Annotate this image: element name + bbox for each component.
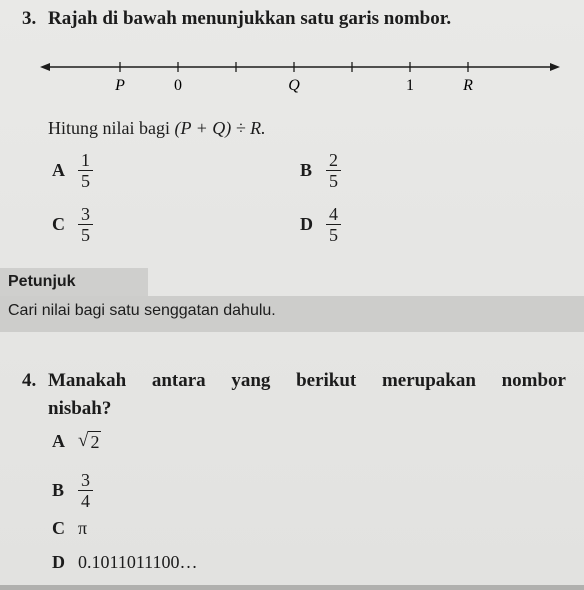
option-fraction bbox=[78, 470, 93, 511]
label-one: 1 bbox=[406, 77, 414, 94]
option-fraction bbox=[78, 204, 93, 245]
option-letter: C bbox=[52, 214, 65, 234]
option-fraction bbox=[326, 150, 341, 191]
numerator: 3 bbox=[81, 470, 90, 490]
denominator: 5 bbox=[326, 170, 341, 191]
option-letter: D bbox=[300, 214, 313, 234]
hint-text: Cari nilai bagi satu senggatan dahulu. bbox=[8, 302, 276, 319]
q3-option-c[interactable] bbox=[52, 204, 93, 245]
option-letter: D bbox=[52, 552, 65, 572]
numerator: 3 bbox=[81, 204, 90, 224]
q3-option-d[interactable] bbox=[300, 204, 341, 245]
q3-option-b[interactable] bbox=[300, 150, 341, 191]
hint-title: Petunjuk bbox=[0, 268, 148, 296]
q4-option-d[interactable] bbox=[52, 552, 198, 573]
denominator: 5 bbox=[78, 170, 93, 191]
q3-option-a[interactable] bbox=[52, 150, 93, 191]
question-3-number: 3. bbox=[22, 8, 37, 29]
page-bottom-edge bbox=[0, 585, 584, 590]
radicand: 2 bbox=[90, 432, 100, 452]
denominator: 5 bbox=[326, 224, 341, 245]
label-q: Q bbox=[288, 77, 300, 94]
option-letter: B bbox=[300, 160, 313, 180]
option-letter: A bbox=[52, 430, 65, 451]
numerator: 1 bbox=[81, 150, 90, 170]
question-4-number: 4. bbox=[22, 370, 37, 391]
option-letter: B bbox=[52, 480, 65, 500]
q4-option-b[interactable] bbox=[52, 470, 93, 511]
decimal-value: 0.1011011100… bbox=[78, 552, 198, 572]
denominator: 4 bbox=[78, 490, 93, 511]
denominator: 5 bbox=[78, 224, 93, 245]
question-4-text-line2: nisbah? bbox=[48, 398, 112, 419]
numerator: 4 bbox=[329, 204, 338, 224]
pi-symbol: π bbox=[78, 518, 88, 538]
instruction-prefix: Hitung nilai bagi bbox=[48, 118, 170, 138]
left-arrow-head bbox=[40, 63, 50, 71]
option-fraction bbox=[326, 204, 341, 245]
number-line bbox=[40, 55, 560, 105]
label-zero: 0 bbox=[174, 77, 182, 94]
radical-sign: √ bbox=[78, 430, 89, 451]
question-3-instruction bbox=[48, 118, 266, 139]
label-p: P bbox=[115, 77, 125, 94]
square-root-expression bbox=[78, 430, 101, 452]
option-letter: C bbox=[52, 518, 65, 538]
question-4-text-line1 bbox=[48, 370, 566, 392]
option-fraction bbox=[78, 150, 93, 191]
q4-option-a[interactable] bbox=[52, 430, 101, 452]
question-3-text: Rajah di bawah menunjukkan satu garis nombor. bbox=[48, 8, 452, 29]
instruction-expression: (P + Q) ÷ R. bbox=[174, 118, 266, 138]
hint-box bbox=[0, 296, 584, 332]
option-letter: A bbox=[52, 160, 65, 180]
label-r: R bbox=[463, 77, 473, 94]
right-arrow-head bbox=[550, 63, 560, 71]
q4-option-c[interactable] bbox=[52, 518, 87, 539]
question-4-line1-text: Manakah antara yang berikut merupakan nombor bbox=[48, 370, 566, 391]
numerator: 2 bbox=[329, 150, 338, 170]
